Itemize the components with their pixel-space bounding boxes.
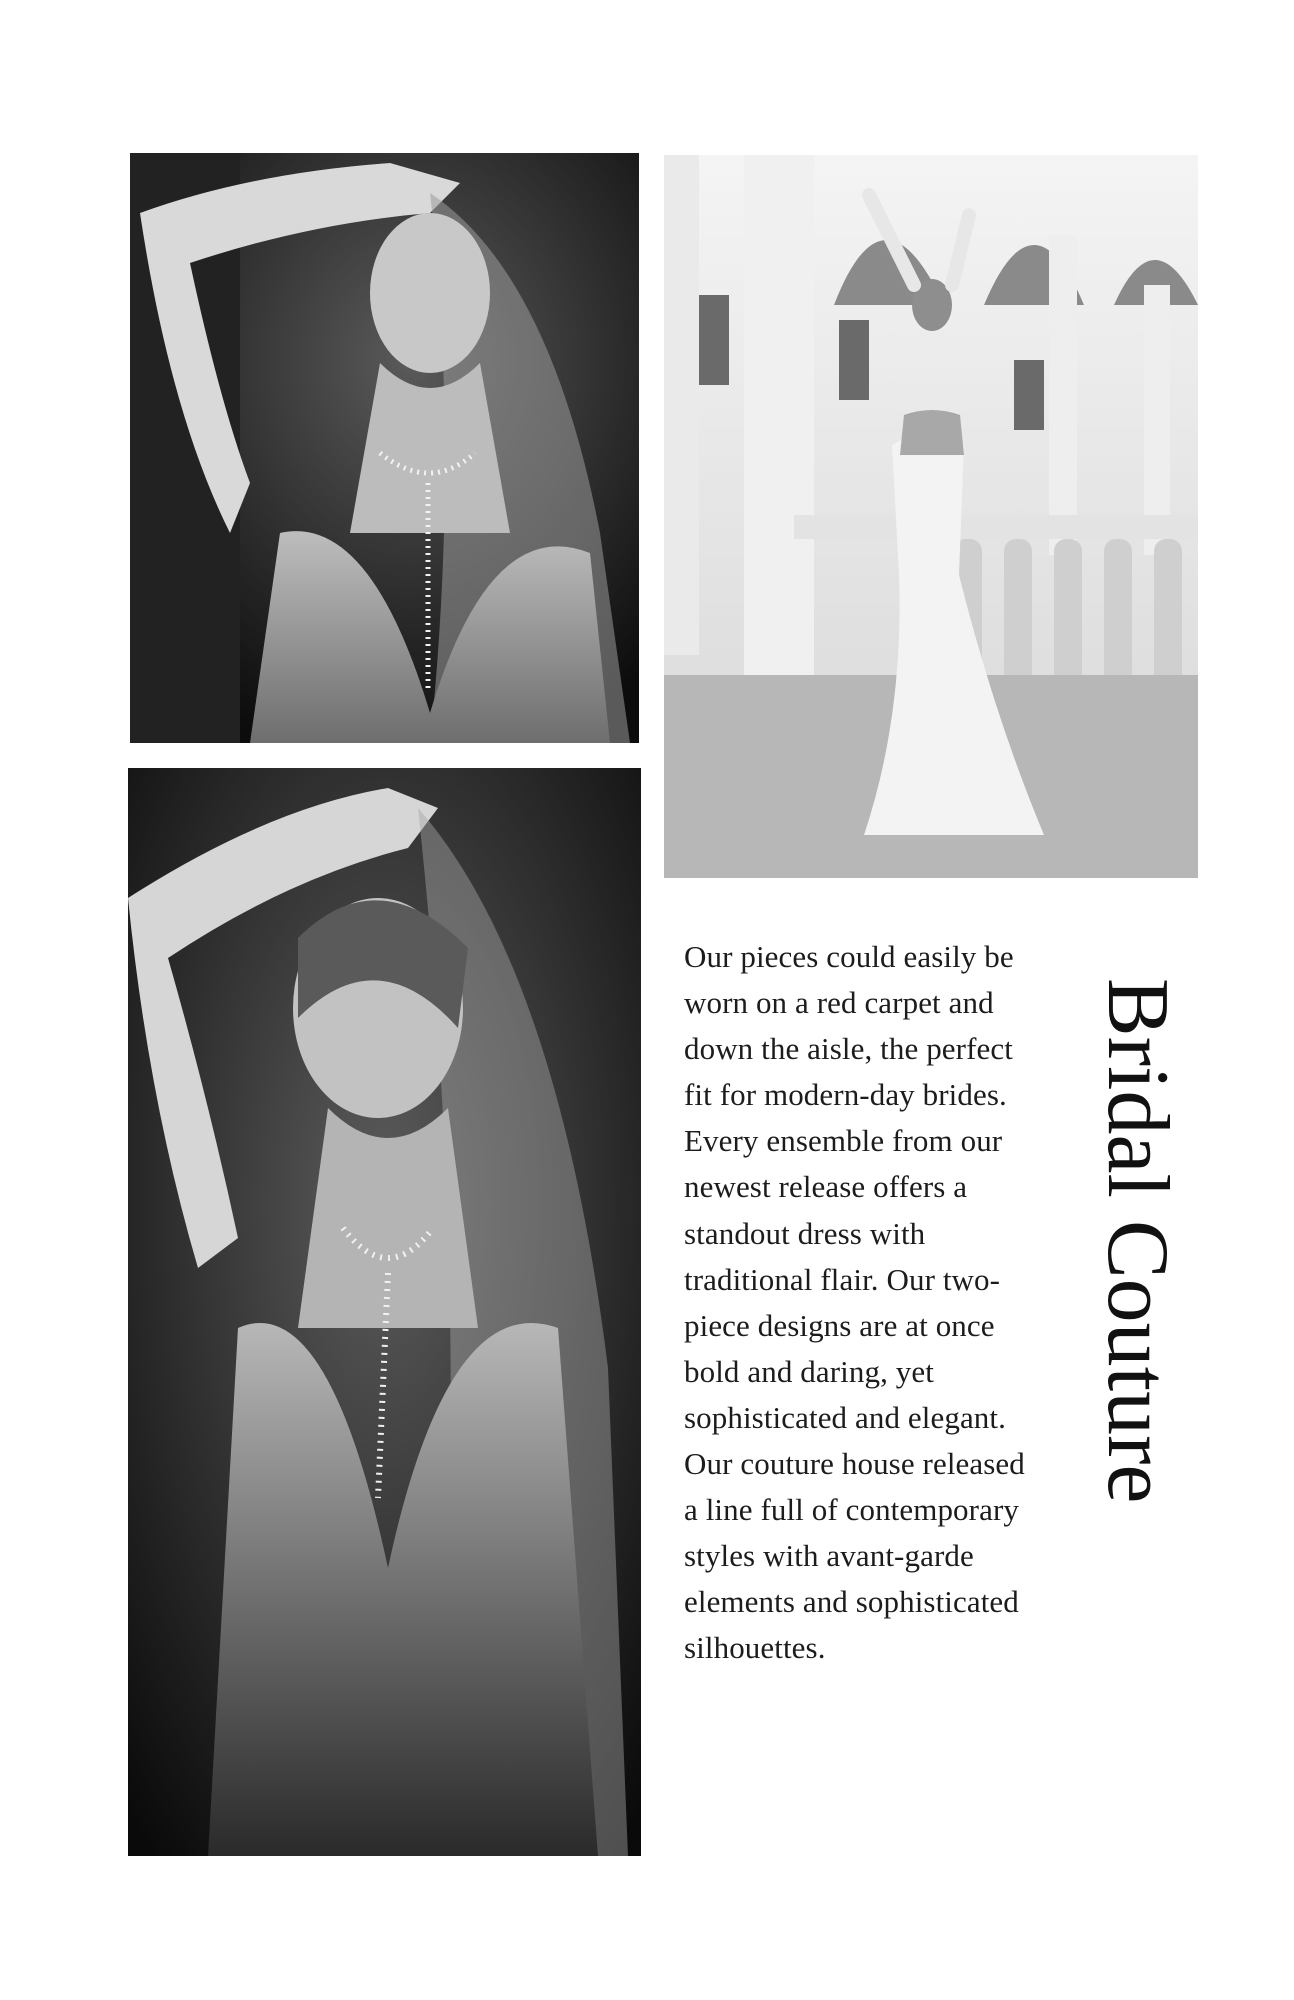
page-title: Bridal Couture (1089, 978, 1186, 1504)
bride-laughing-photo (130, 153, 639, 743)
body-copy: Our pieces could easily be worn on a red carpet and down the aisle, the perfect fit for modern-day brides. Every ensemble from our newest release offers a standout dress with traditional flair. Our two-piece designs are at once bold and daring, yet sophisticated and elegant. Our couture house released a line full of contemporary styles with avant-garde elements and sophisticated silhouettes. (684, 939, 1025, 1666)
bride-veil-photo (128, 768, 641, 1856)
bride-balcony-photo (664, 155, 1198, 878)
